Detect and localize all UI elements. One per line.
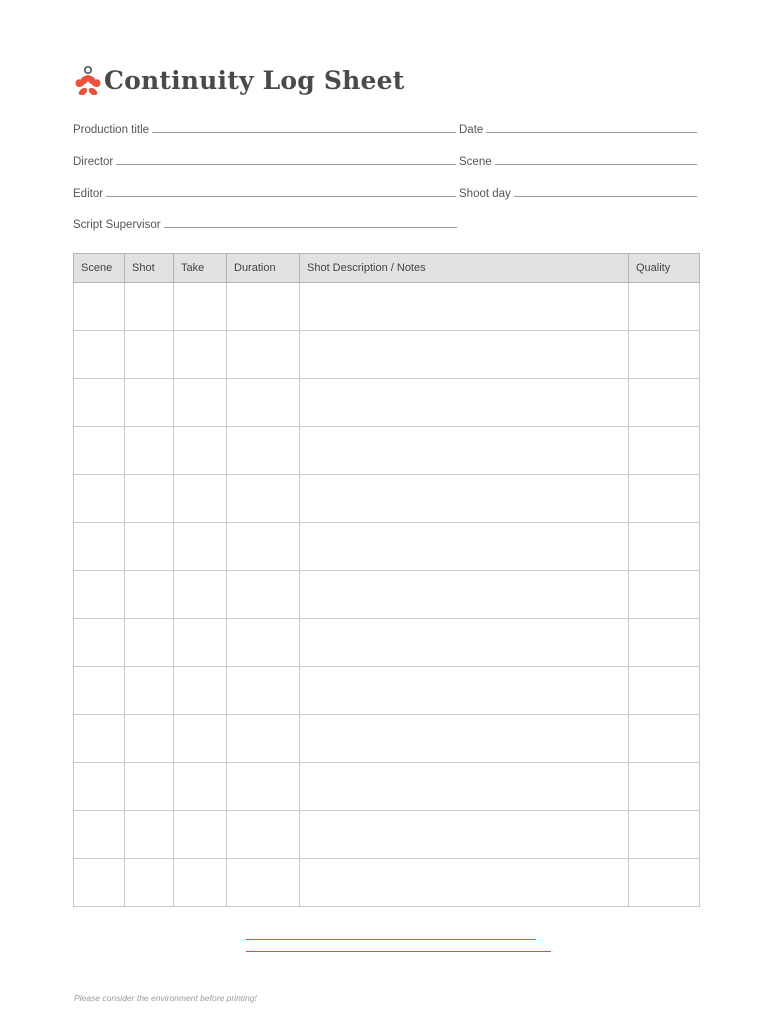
table-row bbox=[74, 811, 700, 859]
table-row bbox=[74, 571, 700, 619]
table-cell[interactable] bbox=[174, 427, 227, 475]
column-header-quality: Quality bbox=[629, 254, 700, 283]
table-cell[interactable] bbox=[227, 619, 300, 667]
table-cell[interactable] bbox=[125, 811, 174, 859]
table-cell[interactable] bbox=[629, 379, 700, 427]
editor-line[interactable] bbox=[106, 195, 456, 197]
table-cell[interactable] bbox=[125, 379, 174, 427]
table-cell[interactable] bbox=[74, 811, 125, 859]
table-row bbox=[74, 619, 700, 667]
table-cell[interactable] bbox=[629, 811, 700, 859]
table-cell[interactable] bbox=[227, 475, 300, 523]
table-cell[interactable] bbox=[174, 667, 227, 715]
table-cell[interactable] bbox=[629, 427, 700, 475]
table-row bbox=[74, 667, 700, 715]
table-cell[interactable] bbox=[74, 619, 125, 667]
table-cell[interactable] bbox=[629, 523, 700, 571]
table-cell[interactable] bbox=[227, 523, 300, 571]
table-cell[interactable] bbox=[300, 379, 629, 427]
production-title-line[interactable] bbox=[152, 131, 456, 133]
table-cell[interactable] bbox=[125, 427, 174, 475]
table-cell[interactable] bbox=[629, 763, 700, 811]
date-field[interactable] bbox=[459, 124, 697, 136]
table-cell[interactable] bbox=[74, 763, 125, 811]
column-header-shot-description: Shot Description / Notes bbox=[300, 254, 629, 283]
table-cell[interactable] bbox=[74, 859, 125, 907]
table-cell[interactable] bbox=[300, 619, 629, 667]
table-row bbox=[74, 715, 700, 763]
table-cell[interactable] bbox=[74, 283, 125, 331]
table-cell[interactable] bbox=[174, 475, 227, 523]
table-cell[interactable] bbox=[629, 859, 700, 907]
director-label: Director bbox=[73, 156, 114, 168]
production-title-label: Production title bbox=[73, 124, 150, 136]
table-cell[interactable] bbox=[125, 475, 174, 523]
table-cell[interactable] bbox=[300, 715, 629, 763]
table-cell[interactable] bbox=[74, 379, 125, 427]
table-cell[interactable] bbox=[629, 283, 700, 331]
table-cell[interactable] bbox=[227, 763, 300, 811]
table-cell[interactable] bbox=[125, 331, 174, 379]
red-rule-top bbox=[246, 939, 536, 940]
table-row bbox=[74, 523, 700, 571]
table-cell[interactable] bbox=[629, 667, 700, 715]
table-row bbox=[74, 859, 700, 907]
script-supervisor-line[interactable] bbox=[164, 226, 457, 228]
table-cell[interactable] bbox=[125, 571, 174, 619]
table-body bbox=[74, 283, 700, 907]
environment-note: Please consider the environment before printing! bbox=[74, 993, 257, 1003]
table-cell[interactable] bbox=[227, 427, 300, 475]
table-cell[interactable] bbox=[300, 667, 629, 715]
table-cell[interactable] bbox=[227, 715, 300, 763]
table-cell[interactable] bbox=[125, 715, 174, 763]
script-supervisor-label: Script Supervisor bbox=[73, 219, 161, 231]
table-cell[interactable] bbox=[74, 331, 125, 379]
table-header-row bbox=[74, 254, 700, 283]
table-cell[interactable] bbox=[125, 859, 174, 907]
table-row bbox=[74, 283, 700, 331]
table-cell[interactable] bbox=[300, 571, 629, 619]
table-cell[interactable] bbox=[629, 475, 700, 523]
table-cell[interactable] bbox=[227, 571, 300, 619]
editor-label: Editor bbox=[73, 188, 104, 200]
table-cell[interactable] bbox=[174, 331, 227, 379]
shoot-day-line[interactable] bbox=[514, 195, 697, 197]
table-row bbox=[74, 379, 700, 427]
table-cell[interactable] bbox=[174, 859, 227, 907]
table-cell[interactable] bbox=[74, 715, 125, 763]
red-rule-bottom bbox=[246, 951, 551, 952]
table-cell[interactable] bbox=[300, 475, 629, 523]
table-cell[interactable] bbox=[74, 667, 125, 715]
production-title-field[interactable] bbox=[73, 124, 456, 136]
table-cell[interactable] bbox=[174, 283, 227, 331]
table-cell[interactable] bbox=[300, 859, 629, 907]
director-field[interactable] bbox=[73, 156, 456, 168]
column-header-take: Take bbox=[174, 254, 227, 283]
table-cell[interactable] bbox=[174, 763, 227, 811]
column-header-shot: Shot bbox=[125, 254, 174, 283]
table-cell[interactable] bbox=[227, 667, 300, 715]
shoot-day-label: Shoot day bbox=[459, 188, 511, 200]
table-cell[interactable] bbox=[74, 571, 125, 619]
table-cell[interactable] bbox=[227, 331, 300, 379]
column-header-scene: Scene bbox=[74, 254, 125, 283]
table-cell[interactable] bbox=[629, 331, 700, 379]
table-cell[interactable] bbox=[227, 379, 300, 427]
table-cell[interactable] bbox=[227, 283, 300, 331]
table-row bbox=[74, 763, 700, 811]
editor-field[interactable] bbox=[73, 188, 456, 200]
table-cell[interactable] bbox=[300, 523, 629, 571]
table-cell[interactable] bbox=[174, 571, 227, 619]
table-cell[interactable] bbox=[174, 619, 227, 667]
table-cell[interactable] bbox=[300, 763, 629, 811]
table-row bbox=[74, 475, 700, 523]
table-cell[interactable] bbox=[300, 331, 629, 379]
table-cell[interactable] bbox=[125, 619, 174, 667]
table-cell[interactable] bbox=[300, 427, 629, 475]
table-cell[interactable] bbox=[125, 667, 174, 715]
table-cell[interactable] bbox=[125, 523, 174, 571]
table-cell[interactable] bbox=[174, 715, 227, 763]
table-cell[interactable] bbox=[74, 475, 125, 523]
script-supervisor-field[interactable] bbox=[73, 219, 457, 231]
scene-line[interactable] bbox=[495, 163, 697, 165]
film-reel-flower-icon bbox=[73, 66, 103, 98]
page-title: Continuity Log Sheet bbox=[104, 66, 405, 95]
director-line[interactable] bbox=[116, 163, 456, 165]
scene-field[interactable] bbox=[459, 156, 697, 168]
table-cell[interactable] bbox=[125, 283, 174, 331]
table-cell[interactable] bbox=[74, 523, 125, 571]
scene-label: Scene bbox=[459, 156, 492, 168]
table-cell[interactable] bbox=[227, 859, 300, 907]
shoot-day-field[interactable] bbox=[459, 188, 697, 200]
table-cell[interactable] bbox=[300, 283, 629, 331]
continuity-log-table bbox=[73, 253, 700, 907]
table-cell[interactable] bbox=[629, 619, 700, 667]
table-cell[interactable] bbox=[629, 715, 700, 763]
table-cell[interactable] bbox=[74, 427, 125, 475]
table-cell[interactable] bbox=[300, 811, 629, 859]
table-row bbox=[74, 331, 700, 379]
date-line[interactable] bbox=[486, 131, 697, 133]
table-cell[interactable] bbox=[174, 523, 227, 571]
table-cell[interactable] bbox=[227, 811, 300, 859]
table-cell[interactable] bbox=[629, 571, 700, 619]
table-cell[interactable] bbox=[125, 763, 174, 811]
table-cell[interactable] bbox=[174, 379, 227, 427]
table-row bbox=[74, 427, 700, 475]
column-header-duration: Duration bbox=[227, 254, 300, 283]
date-label: Date bbox=[459, 124, 484, 136]
table-cell[interactable] bbox=[174, 811, 227, 859]
